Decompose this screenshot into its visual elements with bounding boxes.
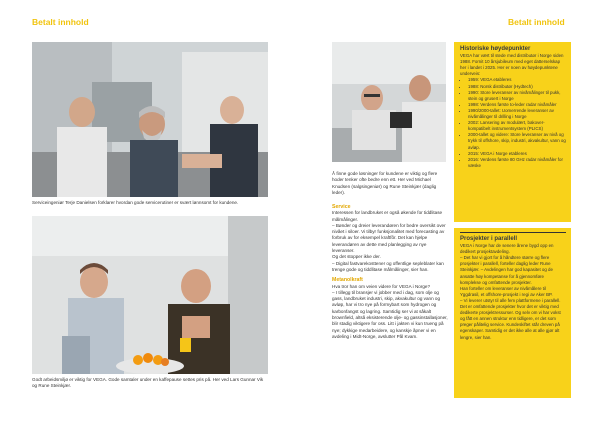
caption-photo2: Godt arbeidsmiljø er viktig for VEGA. Gode samtaler under en kaffepause settes pris på. Her ved Lars Gunnar Vik og Rune Steinkjær. [32, 377, 264, 389]
list-item: • 2016: Verdens første 80 GHz radar nivåmåler for væske [468, 157, 566, 169]
list-item: • 1990: Store leveranser av nivåmålinger til pukk, stein og grusert i Norge [468, 90, 566, 102]
paragraph: – Det har vi gjort for å håndtere større og flere prosjekter i parallell, forteller daglig leder Rune Steinkjær. – Avdelingen har god kapasitet og de ansatte høy kompetanse for å gjennomføre komplekse og omfattende prosjekter. [460, 255, 553, 285]
section-title-future: Metanolkraft [332, 277, 363, 284]
paragraph: Hva tror han om veien videre for VEGA i Norge? [332, 283, 431, 289]
list-item: • 2015: VEGA i Norge etableres [468, 151, 566, 157]
paragraph: – I tillegg til bransjer vi jobber med i dag, som olje og gass, landbruket industri, skip, akvakultur og vann og avløp, har vi tro nye på formybart som hydrogen og karbonfangst og lagring. Samtidig ser vi at såkalt brownfield, altså eksisterende olje- og gassinstallasjoner, blir stadig viktigere for oss. Litt i jakten vi kun trueng på nye; dykkige medarbeidere, og kanskje åpner vi en avdeling i Midt-Norge, avslutter Pål Kvam. [332, 289, 448, 339]
list-item: • 1988: Norsk distributør (Hydtech) [468, 84, 566, 90]
paragraph: VEGA i Norge har de senere årene bygd opp en dedikert prosjektavdeling. [460, 243, 554, 255]
paragraph: – Bønder og dreier leverandøren for bedre oversikt over nivået i siloer. Vi tilbyr funksjonalitet med forecasting av forbruk av for eksempel kraftfôr. Det kan hjelpe leverandøren av dette med planlegging av nye leveranser. [332, 222, 446, 254]
history-box [454, 42, 571, 222]
list-item: • 1998: Verdens første to-leder radar nivåmåler [468, 102, 566, 108]
list-item: • 1990/2000-tallet: Uomerrende leveranser av nivåmålinger til drilling i Norge [468, 108, 566, 120]
list-item: • 1959: VEGA etableres [468, 77, 566, 83]
divider [460, 232, 566, 233]
paragraph: Interessen for landbruket er også økende for tiddlitase målmålinger. [332, 210, 443, 222]
list-item: • 2002: Lansering av modulært, bakover-kompatibelt instrumentsystem (PLICS) [468, 120, 566, 132]
photo-coffee-break [32, 216, 268, 374]
list-item: • 2000-tallet og videre: Store leveranser av nivå og trykk til offshore, skip, industri, akvakultur, vann og avløp. [468, 132, 566, 150]
history-box-intro: VEGA har vært til stede med distributør i Norge siden 1988. Fornit 10 årsjubileum med eget datterselskap her i landet i 2025. Her er noen av høydepunktene underveis: [460, 53, 564, 77]
history-box-title: Historiske høydepunkter [460, 46, 531, 52]
paragraph: – Vi leverer utstyr til alle fem plattformene i parallell. Det er omfattende prosjekter hvor det er viktig med dedikerte prosjektressurser. Og selv om vi har vokst og fått en annen struktur enn tidligere, er det som preger pålitelig service. Kundeskiftet står dreven på egenskaper. Samtidig er det ikke alle at alle gjør alt lengre, sier han. [460, 297, 561, 340]
caption-photo1: Serviceingeniør Terje Danielsen forklarer hvordan gode servicerutiner er svært lønnsomt for kundene. [32, 200, 239, 205]
projects-box [454, 228, 571, 398]
paragraph: – Digital fastvarekosttener og offentlige sepleblater kan trenge gode og tiddlitase målmålinger, sier han. [332, 260, 444, 272]
paragraph: Og det stopper ikke der. [332, 254, 381, 260]
caption-photo3: Å finne gode løsninger for kundene er viktig og flere hoder tenker ofte bedre enn ett. Her ved Michael Knudsen (salgsingeniør) og Rune Steinkjær (daglig leder). [332, 171, 438, 195]
photo-desk-discussion [332, 42, 446, 162]
section-title-service: Service [332, 204, 351, 210]
projects-box-title: Prosjekter i parallell [460, 236, 518, 242]
header-right: Betalt innhold [508, 17, 565, 27]
photo-service-engineer [32, 42, 268, 197]
paragraph: Han forteller om leveranser av nivåmålere til Yggdrasil, et offshore-prosjekt i regi av Aker BP. [460, 285, 553, 297]
header-left: Betalt innhold [32, 17, 89, 27]
history-list [460, 77, 566, 168]
article-column [332, 204, 448, 340]
